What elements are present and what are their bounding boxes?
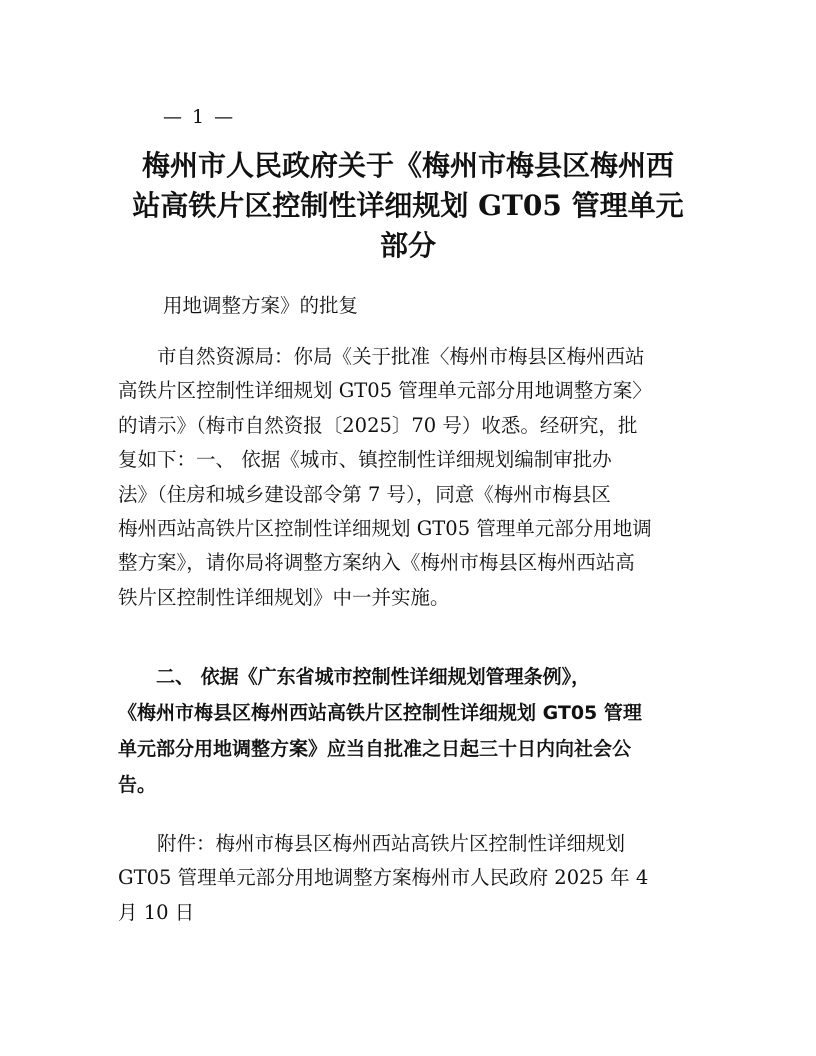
paragraph-publication <box>118 659 642 803</box>
paragraph-attachment <box>118 827 648 930</box>
text-line: 《梅州市梅县区梅州西站高铁片区控制性详细规划 GT05 管理 <box>118 702 642 724</box>
title-line: 梅州市人民政府关于《梅州市梅县区梅州西 <box>141 149 674 182</box>
text-line: 附件：梅州市梅县区梅州西站高铁片区控制性详细规划 <box>118 832 626 855</box>
text-line: 二、 依据《广东省城市控制性详细规划管理条例》， <box>118 666 591 688</box>
text-line: 的请示》（梅市自然资报〔2025〕70 号）收悉。经研究，批 <box>118 413 638 437</box>
paragraph-reply <box>118 340 652 615</box>
text-line: 铁片区控制性详细规划》中一并实施。 <box>118 585 450 609</box>
text-line: 整方案》，请你局将调整方案纳入《梅州市梅县区梅州西站高 <box>118 551 635 575</box>
text-line: GT05 管理单元部分用地调整方案梅州市人民政府 2025 年 4 <box>118 866 649 890</box>
text-line: 告。 <box>118 774 157 796</box>
text-line: 高铁片区控制性详细规划 GT05 管理单元部分用地调整方案〉 <box>118 379 652 403</box>
text-line: 法》（住房和城乡建设部令第 7 号），同意《梅州市梅县区 <box>118 482 611 506</box>
title-line: 部分 <box>379 229 436 262</box>
text-line: 单元部分用地调整方案》应当自批准之日起三十日内向社会公 <box>118 738 632 760</box>
title-continuation: 用地调整方案》的批复 <box>163 294 359 317</box>
text-line: 梅州西站高铁片区控制性详细规划 GT05 管理单元部分用地调 <box>118 517 652 541</box>
text-line: 月 10 日 <box>118 900 195 924</box>
document-title <box>110 146 706 266</box>
text-line: 市自然资源局：你局《关于批准〈梅州市梅县区梅州西站 <box>118 345 645 368</box>
text-line: 复如下：一、 依据《城市、镇控制性详细规划编制审批办 <box>118 448 612 472</box>
title-line: 站高铁片区控制性详细规划 GT05 管理单元 <box>132 189 684 222</box>
page-number: — 1 — <box>163 106 236 128</box>
